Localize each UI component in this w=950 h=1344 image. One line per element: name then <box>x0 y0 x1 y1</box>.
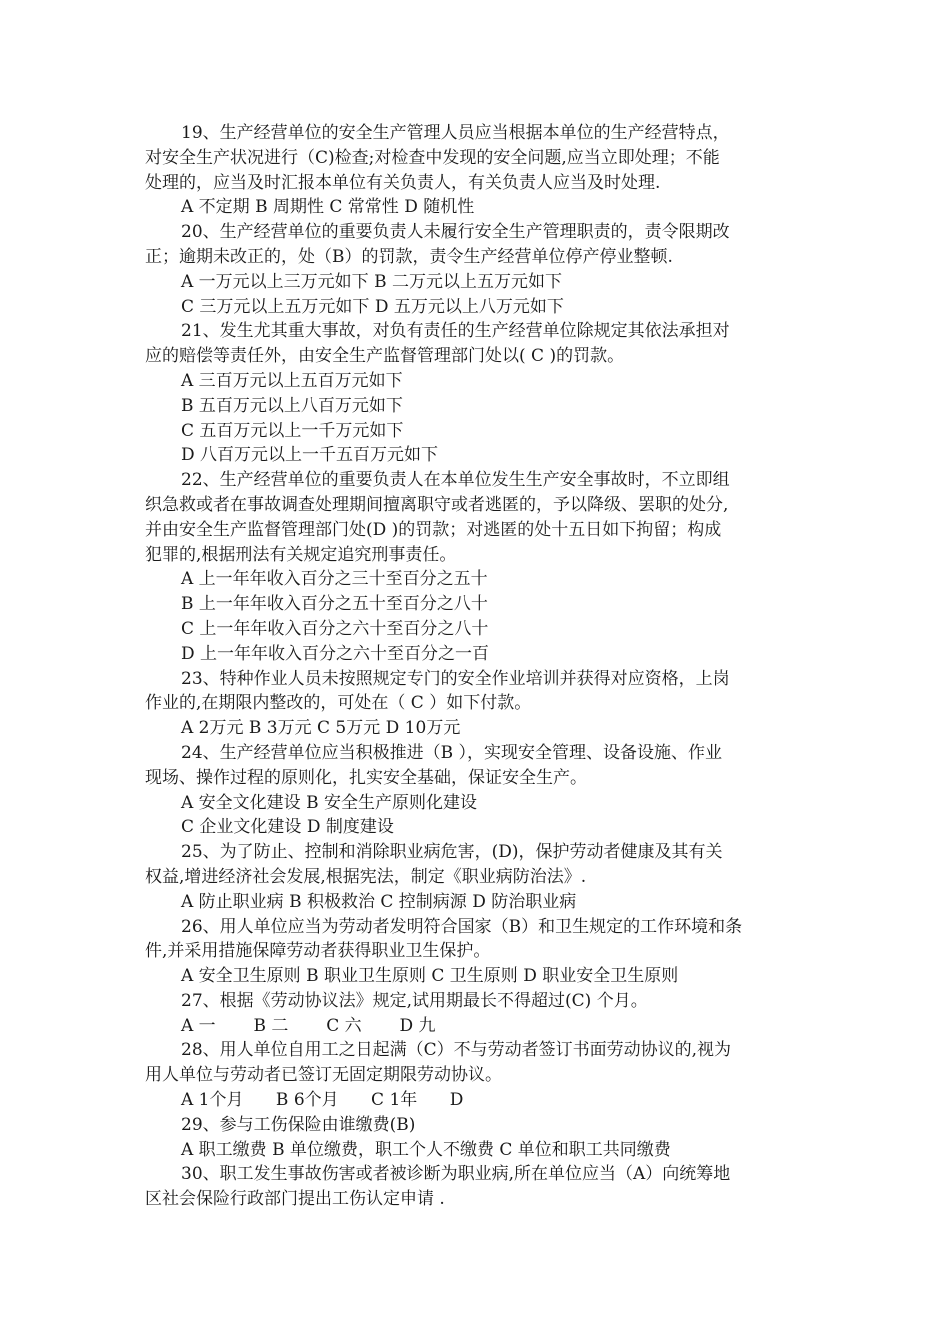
text-line: 作业的,在期限内整改的，可处在（ C ）如下付款。 <box>145 693 532 714</box>
text-line: 织急救或者在事故调查处理期间擅离职守或者逃匿的，予以降级、罢职的处分, <box>145 494 729 515</box>
text-line: 24、生产经营单位应当积极推进（B ），实现安全管理、设备设施、作业 <box>181 742 723 763</box>
text-line: 30、职工发生事故伤害或者被诊断为职业病,所在单位应当（A）向统筹地 <box>181 1164 731 1185</box>
text-line: 处理的，应当及时汇报本单位有关负责人，有关负责人应当及时处理. <box>145 172 661 193</box>
text-line: 28、用人单位自用工之日起满（C）不与劳动者签订书面劳动协议的,视为 <box>181 1040 732 1061</box>
option-line: A 防止职业病 B 积极救治 C 控制病源 D 防治职业病 <box>181 891 577 912</box>
text-line: 26、用人单位应当为劳动者发明符合国家（B）和卫生规定的工作环境和条 <box>181 916 743 937</box>
text-line: 25、为了防止、控制和消除职业病危害，(D)，保护劳动者健康及其有关 <box>181 842 723 863</box>
option-line: B 五百万元以上八百万元如下 <box>181 395 403 416</box>
option-line: A 一万元以上三万元如下 B 二万元以上五万元如下 <box>181 271 562 292</box>
text-line: 19、生产经营单位的安全生产管理人员应当根据本单位的生产经营特点， <box>181 123 730 143</box>
option-line: A 不定期 B 周期性 C 常常性 D 随机性 <box>181 197 475 218</box>
text-line: 权益,增进经济社会发展,根据宪法，制定《职业病防治法》. <box>145 866 587 887</box>
text-line: 27、根据《劳动协议法》规定,试用期最长不得超过(C) 个月。 <box>181 990 648 1011</box>
option-line: D 八百万元以上一千五百万元如下 <box>181 445 439 466</box>
option-line: D 上一年年收入百分之六十至百分之一百 <box>181 643 490 664</box>
text-line: 23、特种作业人员未按照规定专门的安全作业培训并获得对应资格，上岗 <box>181 668 730 689</box>
text-line: 区社会保险行政部门提出工伤认定申请 . <box>145 1189 445 1210</box>
option-line: A 安全文化建设 B 安全生产原则化建设 <box>181 792 477 813</box>
option-line: A 一 B 二 C 六 D 九 <box>181 1015 436 1036</box>
option-line: A 上一年年收入百分之三十至百分之五十 <box>181 569 488 590</box>
text-line: 件,并采用措施保障劳动者获得职业卫生保护。 <box>145 941 491 962</box>
option-line: A 2万元 B 3万元 C 5万元 D 10万元 <box>181 718 461 739</box>
option-line: A 职工缴费 B 单位缴费，职工个人不缴费 C 单位和职工共同缴费 <box>181 1139 671 1160</box>
option-line: A 1个月 B 6个月 C 1年 D <box>181 1090 464 1111</box>
option-line: C 三万元以上五万元如下 D 五万元以上八万元如下 <box>181 296 564 317</box>
option-line: A 三百万元以上五百万元如下 <box>181 370 403 391</box>
text-line: 现场、操作过程的原则化，扎实安全基础，保证安全生产。 <box>145 767 587 788</box>
option-line: C 企业文化建设 D 制度建设 <box>181 817 394 838</box>
text-line: 应的赔偿等责任外，由安全生产监督管理部门处以( C )的罚款。 <box>145 346 625 367</box>
text-line: 正；逾期未改正的，处（B）的罚款，责令生产经营单位停产停业整顿. <box>145 246 673 267</box>
option-line: C 五百万元以上一千万元如下 <box>181 420 404 441</box>
text-line: 并由安全生产监督管理部门处(D )的罚款；对逃匿的处十五日如下拘留；构成 <box>145 519 722 540</box>
text-line: 29、参与工伤保险由谁缴费(B) <box>181 1114 416 1135</box>
text-line: 犯罪的,根据刑法有关规定追究刑事责任。 <box>145 544 457 565</box>
option-line: B 上一年年收入百分之五十至百分之八十 <box>181 594 488 615</box>
text-line: 22、生产经营单位的重要负责人在本单位发生生产安全事故时，不立即组 <box>181 470 730 491</box>
text-line: 20、生产经营单位的重要负责人未履行安全生产管理职责的，责令限期改 <box>181 222 730 243</box>
text-line: 用人单位与劳动者已签订无固定期限劳动协议。 <box>145 1065 502 1086</box>
text-line: 21、发生尤其重大事故，对负有责任的生产经营单位除规定其依法承担对 <box>181 321 730 342</box>
option-line: C 上一年年收入百分之六十至百分之八十 <box>181 618 489 639</box>
option-line: A 安全卫生原则 B 职业卫生原则 C 卫生原则 D 职业安全卫生原则 <box>181 966 679 987</box>
document-body <box>145 121 805 1212</box>
text-line: 对安全生产状况进行（C)检查;对检查中发现的安全问题,应当立即处理；不能 <box>145 147 720 168</box>
